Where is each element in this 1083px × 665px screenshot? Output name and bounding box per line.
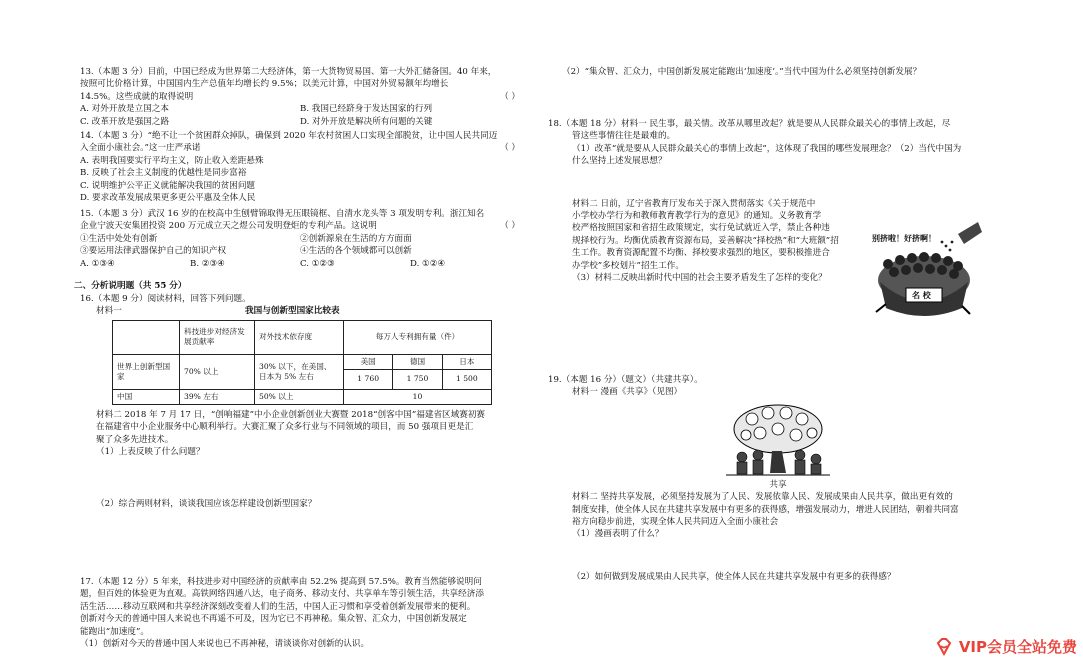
school-crowding-cartoon	[866, 216, 984, 326]
q19-material2-line1: 材料二 坚持共享发展，必须坚持发展为了人民、发展依靠人民、发展成果由人民共享，做出更有效的	[572, 492, 953, 503]
q17-line4: 创新对今天的普通中国人来说也不再遥不可及，因为它已不再神秘。集众智、汇众力，中国创新发展定	[80, 614, 467, 625]
q14-answer-paren: （ ）	[500, 143, 520, 154]
q15-option-d: D. ①②④	[410, 258, 446, 269]
q17-line2: 题，但百姓的体验更为直观。高铁网络四通八达，电子商务、移动支付、共享单车等引领生活，共享经济添	[80, 589, 484, 600]
q17-subquestion-2: （2）“集众智、汇众力，中国创新发展定能跑出‘加速度’。”当代中国为什么必须坚持创新发展？	[562, 67, 922, 77]
table-row1-dependence: 30% 以下，在美国、日本为 5% 左右	[255, 354, 344, 389]
q13-option-d: D. 对外开放是解决所有问题的关键	[300, 116, 433, 127]
q14-option-b: B. 反映了社会主义制度的优越性是同步富裕	[80, 168, 247, 179]
question-17	[80, 576, 520, 650]
q16-material2-line3: 聚了众多先进技术。	[96, 434, 174, 445]
q16-subquestion-2: （2）综合两则材料，谈谈我国应该怎样建设创新型国家？	[96, 499, 317, 510]
q13-answer-paren: （ ）	[500, 91, 520, 102]
q16-table-title: 我国与创新型国家比较表	[245, 306, 340, 317]
q13-option-c: C. 改革开放是强国之路	[80, 116, 170, 127]
q18-material2-line4: 规择校行为。均衡优质教育资源布局，妥善解决“择校热”和“大班额”招	[572, 235, 839, 246]
table-row2-name: 中国	[113, 389, 180, 404]
q15-option-c: C. ①②③	[300, 258, 335, 269]
q18-material2-line5: 生工作。教育资源配置不均衡、择校要求强烈的地区，要积极推进合	[572, 248, 830, 259]
q17-line1: 17.（本题 12 分）5 年来，科技进步对中国经济的贡献率由 52.2% 提高到 57.5%。教育当然能够说明问	[80, 577, 482, 587]
q19-material2-line3: 裕方向稳步前进，实现全体人民共同迈入全面小康社会	[572, 517, 779, 528]
q18-subquestion-1a: （1）改革“就是要从人民群众最关心的事情上改起”，这体现了我国的哪些发展理念？（2）当代中国为	[572, 143, 962, 154]
q15-line1: 15.（本题 3 分）武汉 16 岁的在校高中生刨臂锦取得无压眼镜框、自清水龙头等 3 项发明专利。浙江知名	[80, 209, 485, 219]
q16-material2-line1: 材料二 2018 年 7 月 17 日，“创响福建”中小企业创新创业大赛暨 2018“创客中国”福建省区域赛初赛	[96, 409, 486, 420]
q15-option-b: B. ②③④	[190, 258, 225, 269]
q19-subquestion-2: （2）如何做到发展成果由人民共享，使全体人民在共建共享发展中有更多的获得感？	[572, 571, 896, 582]
q15-statement-4: ④生活的各个领域都可以创新	[300, 246, 412, 257]
q15-option-a: A. ①③④	[80, 258, 115, 269]
q13-line3: 14.5%。这些成就的取得说明	[80, 91, 194, 102]
q19-cartoon-caption: 共享	[769, 479, 787, 490]
q18-material2-line6: 办学校”多校划片”招生工作。	[572, 260, 684, 271]
table-header-contribution: 科技进步对经济发展贡献率	[180, 320, 255, 354]
q18-material2-line1: 材料二 日前，辽宁省教育厅发布关于深入贯彻落实《关于规范中	[572, 198, 816, 209]
q16-subquestion-1: （1）上表反映了什么问题？	[96, 447, 205, 458]
q13-line1: 13.（本题 3 分）目前，中国已经成为世界第二大经济体，第一大货物贸易国、第一大外汇储备国。40 年来，	[80, 67, 497, 77]
cartoon-speech: 别挤啦！好挤啊！	[872, 233, 936, 243]
table-sub-jp: 日本	[442, 354, 491, 369]
q15-line2: 企业宁波天安集团投资 200 万元成立天之煜公司发明登炬的专利产品。这说明	[80, 221, 377, 232]
table-sub-us: 美国	[344, 354, 393, 369]
table-header-dependence: 对外技术依存度	[255, 320, 344, 354]
question-15	[80, 208, 520, 270]
q13-line2: 按照可比价格计算，中国国内生产总值年均增长约 9.5%；以美元计算，中国对外贸易额年均增长	[80, 79, 449, 90]
q13-option-b: B. 我国已经跻身于发达国家的行列	[300, 104, 433, 115]
sharing-tree-cartoon	[724, 403, 832, 479]
q19-material1: 材料一 漫画《共享》（见图）	[572, 387, 683, 398]
q18-material2-line3: 校严格按照国家和省招生政策规定，实行免试就近入学，禁止各种违	[572, 223, 830, 234]
watermark-text: VIP会员全站免费	[958, 638, 1077, 656]
table-row2-patents: 10	[344, 389, 492, 404]
comparison-table	[112, 320, 492, 405]
q14-option-a: A. 表明我国要实行平均主义，防止收入差距悬殊	[80, 155, 264, 166]
q17-line5: 能跑出“加速度”。	[80, 626, 149, 637]
q15-statement-2: ②创新源泉在生活的方方面面	[300, 233, 412, 244]
table-row2-contribution: 39% 左右	[180, 389, 255, 404]
q14-option-d: D. 要求改革发展成果更多更公平惠及全体人民	[80, 193, 256, 204]
q16-material2-line2: 在福建省中小企业服务中心顺利举行。大赛汇聚了众多行业与不同领域的项目，而 50 强项目更是汇	[96, 422, 474, 433]
q17-line3: 活生活……移动互联网和共享经济深刻改变着人们的生活，中国人正习惯和享受着创新发展带来的便利。	[80, 601, 476, 612]
table-row2-dependence: 50% 以上	[255, 389, 344, 404]
q16-material1-label: 材料一	[96, 306, 122, 317]
q19-subquestion-1: （1）漫画表明了什么？	[572, 529, 664, 540]
q14-line1: 14.（本题 3 分）“绝不让一个贫困群众掉队，确保到 2020 年农村贫困人口实现全部脱贫，让中国人民共同迈	[80, 131, 498, 141]
table-row1-contribution: 70% 以上	[180, 354, 255, 389]
question-18	[548, 118, 980, 300]
q14-line2: 入全面小康社会。”这一庄严承诺	[80, 143, 201, 154]
q15-statement-3: ③要运用法律武器保护自己的知识产权	[80, 246, 227, 257]
q16-head: 16.（本题 9 分）阅读材料，回答下列问题。	[80, 294, 251, 304]
vip-watermark[interactable]	[935, 636, 1077, 657]
q19-material2-line2: 制度安排，使全体人民在共建共享发展中有更多的获得感，增强发展动力，增进人民团结，朝着共同富	[572, 504, 959, 515]
q13-option-a: A. 对外开放是立国之本	[80, 104, 170, 115]
q19-head: 19.（本题 16 分）（题文）（共建共享）。	[548, 375, 703, 385]
table-sub-de: 德国	[393, 354, 442, 369]
q15-statement-1: ①生活中处处有创新	[80, 233, 158, 244]
table-corner	[113, 320, 180, 354]
table-row1-de: 1 750	[393, 369, 442, 389]
table-row1-jp: 1 500	[442, 369, 491, 389]
q15-answer-paren: （ ）	[500, 221, 520, 232]
q18-material2-line2: 小学校办学行为和教师教育教学行为的意见》的通知。义务教育学	[572, 211, 822, 222]
cartoon-school-label: 名 校	[912, 290, 931, 300]
table-row1-us: 1 760	[344, 369, 393, 389]
question-14	[80, 130, 520, 204]
question-19	[548, 374, 980, 583]
section-heading: 二、分析说明题（共 55 分）	[74, 281, 187, 291]
q18-subquestion-1b: 什么坚持上述发展思想？	[572, 156, 667, 167]
question-13	[80, 66, 520, 128]
q14-option-c: C. 说明维护公平正义就能解决我国的贫困问题	[80, 180, 256, 191]
q18-line2: 管这些事情往往是最难的。	[572, 131, 676, 142]
table-header-patents: 每万人专利拥有量（件）	[344, 320, 492, 354]
table-row1-name: 世界上创新型国家	[113, 354, 180, 389]
q18-line1: 18.（本题 18 分）材料一 民生事，最关情。改革从哪里改起？就是要从人民群众最关心的事情上改起，尽	[548, 119, 951, 129]
question-16	[80, 293, 520, 511]
q18-subquestion-3: （3）材料二反映出新时代中国的社会主要矛盾发生了怎样的变化？	[572, 273, 827, 284]
q17-subquestion-1: （1）创新对今天的普通中国人来说也已不再神秘，请谈谈你对创新的认识。	[80, 639, 370, 650]
diamond-icon	[935, 638, 953, 656]
